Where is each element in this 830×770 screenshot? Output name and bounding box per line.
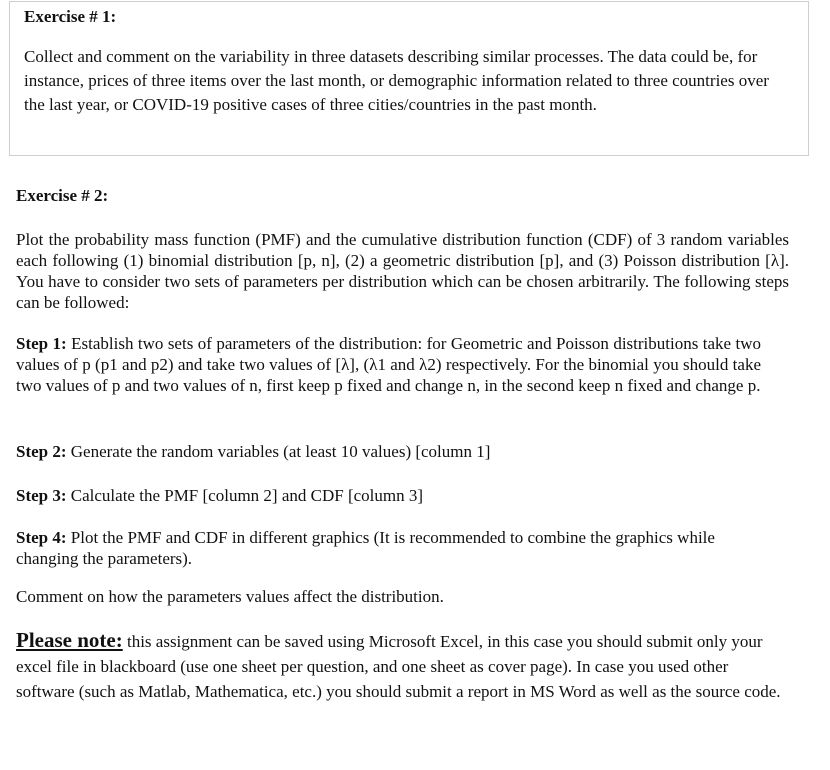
step-3-label: Step 3:: [16, 486, 67, 505]
step-2: [16, 441, 490, 462]
step-4-text: Plot the PMF and CDF in different graphics (It is recommended to combine the graphics while changing the parameters).: [16, 528, 715, 568]
step-4: [16, 527, 776, 569]
exercise-1-body: Collect and comment on the variability in three datasets describing similar processes. The data could be, for instance, prices of three items over the last month, or demographic information related to three countries over the last year, or COVID-19 positive cases of three cities/countries in the past month.: [24, 47, 769, 114]
step-1: [16, 333, 761, 396]
exercise-1-heading: Exercise # 1:: [24, 7, 117, 26]
step-3: [16, 485, 423, 506]
step-4-label: Step 4:: [16, 528, 67, 547]
please-note-text: this assignment can be saved using Microsoft Excel, in this case you should submit only your excel file in blackboard (use one sheet per question, and one sheet as cover page). In case you used other software (such as Matlab, Mathematica, etc.) you should submit a report in MS Word as well as the source code.: [16, 632, 781, 701]
please-note-label: Please note:: [16, 628, 123, 652]
parameters-comment: Comment on how the parameters values affect the distribution.: [16, 587, 444, 606]
step-2-label: Step 2:: [16, 442, 67, 461]
step-3-text: Calculate the PMF [column 2] and CDF [column 3]: [70, 486, 424, 505]
step-2-text: Generate the random variables (at least 10 values) [column 1]: [70, 442, 491, 461]
step-1-label: Step 1:: [16, 334, 67, 353]
exercise-2-intro: Plot the probability mass function (PMF) and the cumulative distribution function (CDF) of 3 random variables each following (1) binomial distribution [p, n], (2) a geometric distribution [p], and (3) Poisson distribution [λ]. You have to consider two sets of parameters per distribution which can be chosen arbitrarily. The following steps can be followed:: [16, 230, 789, 312]
step-1-text: Establish two sets of parameters of the distribution: for Geometric and Poisson distributions take two values of p (p1 and p2) and take two values of [λ], (λ1 and λ2) respectively. For the binomial you should take two values of p and two values of n, first keep p fixed and change n, in the second keep n fixed and change p.: [16, 334, 762, 395]
exercise-2-heading: Exercise # 2:: [16, 186, 109, 205]
please-note: [16, 628, 784, 704]
